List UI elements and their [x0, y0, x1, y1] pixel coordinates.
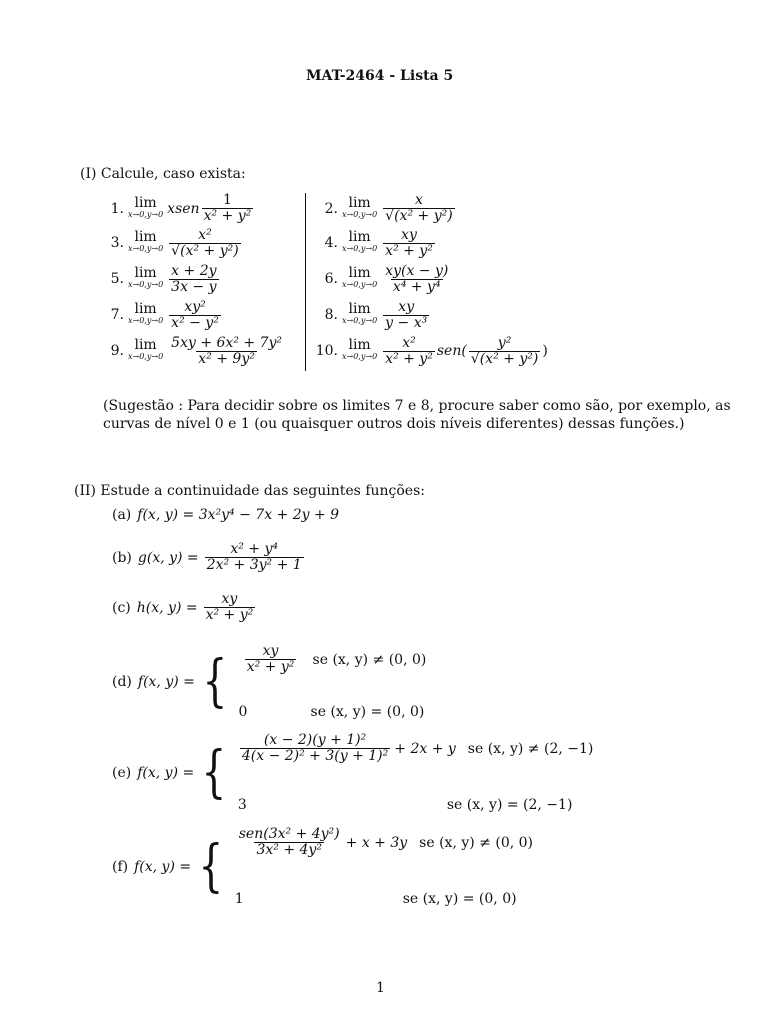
case-row-2 — [235, 891, 533, 907]
column-divider — [305, 193, 306, 371]
part2-heading: (II) Estude a continuidade das seguintes funções: — [74, 483, 425, 499]
function-name: f(x, y) = — [137, 674, 195, 690]
hint-line-2: curvas de nível 0 e 1 (ou quaisquer outros dois níveis diferentes) dessas funções.) — [103, 416, 685, 432]
function-fraction: $\frac{\text{x² + y⁴}}{\text{2x² + 3y² + 1}}$ — [206, 541, 302, 573]
item-number: 8. — [324, 307, 338, 323]
case-value: 0 — [238, 704, 248, 720]
limit-fraction: $\frac{1}{\text{x² + y²}}$ — [203, 192, 252, 224]
exercise-c — [112, 592, 257, 623]
function-name: h(x, y) = — [136, 599, 198, 616]
case-fraction: $\frac{xy}{\text{x² + y²}}$ — [246, 643, 295, 675]
limit-fraction-inner: $\frac{\text{y²}}{\text{√(x² + y²)}}$ — [470, 334, 539, 367]
case-condition: se (x, y) = (0, 0) — [402, 891, 517, 907]
piecewise-cases — [235, 827, 533, 907]
limit-fraction: $\frac{xy}{\text{y − x³}}$ — [385, 298, 428, 331]
limit-operator: lim x→0,y→0 — [342, 194, 378, 219]
sen-function: sen( — [436, 343, 467, 359]
limit-fraction: $\frac{x}{\text{√(x² + y²)}}$ — [385, 192, 453, 224]
limit-operator: lim x→0,y→0 — [128, 229, 164, 253]
close-paren: ) — [542, 343, 548, 359]
item-number: 7. — [110, 307, 124, 323]
item-number: 10. — [315, 343, 338, 359]
limit-item-8 — [314, 297, 574, 333]
limit-item-9 — [100, 333, 300, 369]
limit-fraction: $\frac{\text{xy²}}{\text{x² − y²}}$ — [171, 298, 219, 331]
case-condition: se (x, y) ≠ (0, 0) — [419, 834, 533, 851]
limit-fraction: $\frac{\text{x²}}{\text{√(x² + y²)}}$ — [171, 226, 239, 259]
limits-right-column — [314, 192, 574, 369]
exercise-d — [112, 644, 426, 720]
case-tail: + x + 3y — [345, 834, 408, 851]
exercise-a — [112, 507, 339, 523]
case-tail: + 2x + y — [394, 740, 456, 757]
function-definition: f(x, y) = 3x²y⁴ − 7x + 2y + 9 — [137, 507, 340, 523]
case-fraction: $\frac{\text{sen(3x² + 4y²)}}{\text{3x² + 4y²}}$ — [238, 826, 340, 858]
exercise-label: (b) — [112, 549, 132, 566]
limit-fraction: $\frac{\text{5xy + 6x² + 7y²}}{\text{x² + 9y²}}$ — [171, 334, 282, 367]
limit-fraction: $\frac{x + 2y}{3x - y}$ — [171, 262, 217, 295]
function-name: g(x, y) = — [137, 549, 199, 566]
left-brace: { — [198, 834, 224, 899]
item-number: 4. — [324, 235, 338, 251]
piecewise-cases — [239, 644, 427, 720]
exercise-e — [112, 733, 593, 813]
case-row-1 — [238, 733, 594, 764]
limit-operator: lim x→0,y→0 — [342, 337, 378, 361]
limit-operator: lim x→0,y→0 — [128, 265, 164, 289]
case-condition: se (x, y) ≠ (2, −1) — [467, 740, 594, 757]
limit-operator: lim x→0,y→0 — [342, 301, 378, 325]
limit-item-6 — [314, 261, 574, 297]
exercise-label: (f) — [112, 859, 129, 875]
limit-operator: lim x→0,y→0 — [128, 337, 164, 361]
exercise-label: (e) — [112, 765, 132, 781]
item-prefix: xsen — [167, 200, 200, 217]
page-number: 1 — [376, 980, 385, 996]
case-row-1 — [235, 827, 533, 858]
limits-left-column — [100, 192, 300, 369]
item-number: 2. — [324, 200, 338, 217]
piecewise-cases — [238, 733, 594, 813]
function-name: f(x, y) = — [134, 859, 192, 875]
case-row-2 — [238, 797, 594, 813]
exercise-label: (c) — [112, 599, 131, 616]
limit-item-7 — [100, 297, 300, 333]
part1-heading: (I) Calcule, caso exista: — [80, 166, 246, 182]
limit-fraction: $\frac{\text{x²}}{\text{x² + y²}}$ — [385, 334, 433, 367]
limit-fraction: $\frac{xy(x - y)}{\text{x⁴ + y⁴}}$ — [385, 262, 449, 295]
limit-item-1 — [100, 192, 300, 225]
case-value: 1 — [234, 891, 244, 907]
item-number: 3. — [110, 235, 124, 251]
case-condition: se (x, y) ≠ (0, 0) — [312, 651, 427, 668]
limit-item-4 — [314, 225, 574, 261]
case-value: 3 — [237, 797, 247, 813]
item-number: 9. — [110, 343, 124, 359]
limit-item-2 — [314, 192, 574, 225]
limit-item-3 — [100, 225, 300, 261]
case-condition: se (x, y) = (2, −1) — [446, 797, 573, 813]
limit-fraction: $\frac{xy}{\text{x² + y²}}$ — [385, 226, 433, 259]
limit-operator: lim x→0,y→0 — [128, 194, 164, 219]
function-name: f(x, y) = — [137, 765, 195, 781]
case-fraction: $\frac{\text{(x − 2)(y + 1)²}}{\text{4(x − 2)² + 3(y + 1)²}}$ — [241, 732, 389, 764]
limit-operator: lim x→0,y→0 — [128, 301, 164, 325]
case-row-1 — [239, 644, 427, 675]
left-brace: { — [202, 649, 228, 714]
item-number: 6. — [324, 271, 338, 287]
hint-line-1: (Sugestão : Para decidir sobre os limites 7 e 8, procure saber como são, por exemplo, as — [103, 398, 731, 414]
limit-operator: lim x→0,y→0 — [342, 229, 378, 253]
limit-item-10 — [314, 333, 574, 369]
exercise-label: (a) — [112, 507, 132, 523]
limit-item-5 — [100, 261, 300, 297]
limit-operator: lim x→0,y→0 — [342, 265, 378, 289]
item-number: 5. — [110, 271, 124, 287]
exercise-f — [112, 827, 533, 907]
page-title: MAT-2464 - Lista 5 — [306, 68, 454, 84]
exercise-label: (d) — [112, 674, 132, 690]
item-number: 1. — [110, 200, 124, 217]
case-row-2 — [239, 704, 427, 720]
case-condition: se (x, y) = (0, 0) — [310, 704, 425, 720]
function-fraction: $\frac{xy}{\text{x² + y²}}$ — [205, 591, 254, 623]
exercise-b — [112, 542, 306, 573]
left-brace: { — [201, 740, 227, 805]
